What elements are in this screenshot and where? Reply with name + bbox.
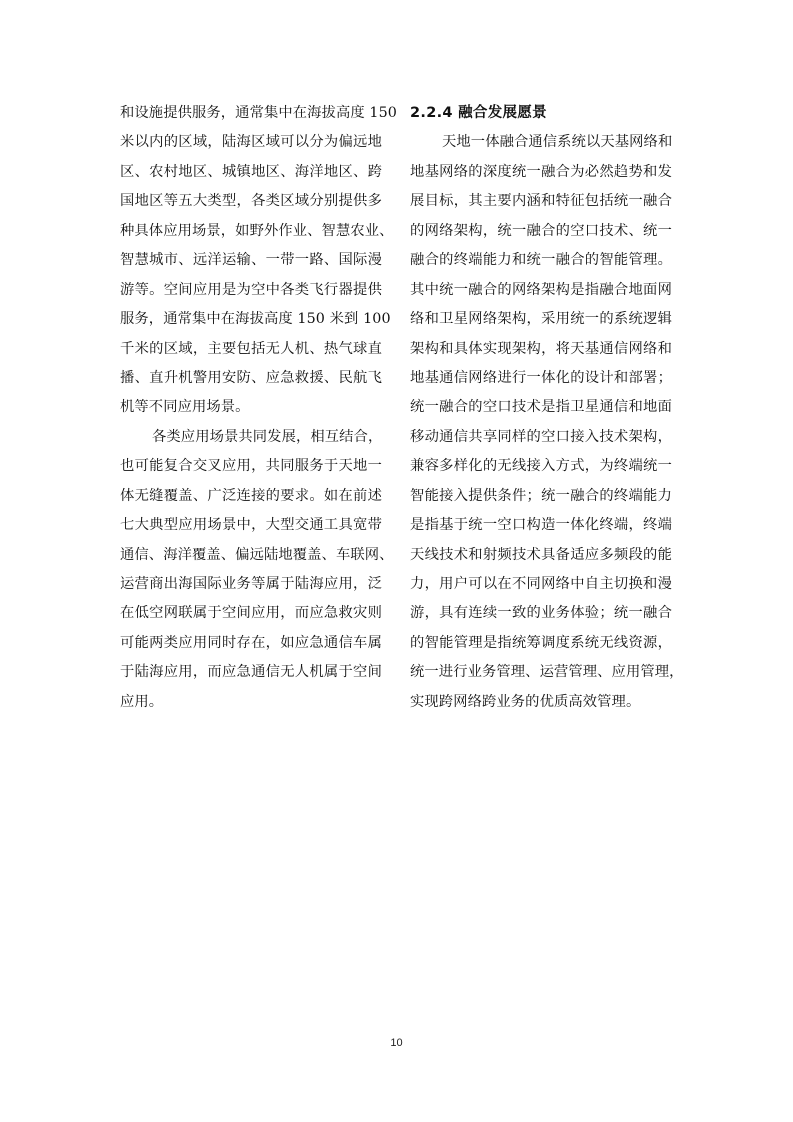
text-line: 的网络架构，统一融合的空口技术、统一: [410, 222, 672, 239]
text-line: 运营商出海国际业务等属于陆海应用，泛: [120, 576, 382, 592]
paragraph-fusion-vision: [410, 128, 684, 717]
text-line: 通信、海洋覆盖、偏远陆地覆盖、车联网、: [120, 546, 394, 563]
page-number: 10: [390, 1037, 403, 1049]
text-line: 力，用户可以在不同网络中自主切换和漫: [410, 576, 672, 592]
section-heading: 2.2.4 融合发展愿景: [410, 105, 547, 121]
text-line: 服务，通常集中在海拔高度 150 米到 100: [120, 311, 391, 328]
text-line: 在低空网联属于空间应用，而应急救灾则: [120, 605, 382, 622]
text-line: 天地一体融合通信系统以天基网络和: [442, 134, 673, 151]
text-line: 米以内的区域，陆海区域可以分为偏远地: [120, 134, 382, 151]
text-line: 统一融合的空口技术是指卫星通信和地面: [410, 399, 672, 416]
text-line: 游，具有连续一致的业务体验；统一融合: [410, 605, 672, 622]
text-line: 实现跨网络跨业务的优质高效管理。: [410, 693, 641, 710]
text-line: 播、直升机警用安防、应急救援、民航飞: [120, 369, 382, 386]
text-line: 和设施提供服务，通常集中在海拔高度 150: [120, 105, 397, 121]
right-column: [410, 99, 684, 717]
text-line: 展目标，其主要内涵和特征包括统一融合: [410, 193, 672, 210]
text-line: 于陆海应用，而应急通信无人机属于空间: [120, 664, 382, 681]
text-line: 统一进行业务管理、运营管理、应用管理，: [410, 664, 684, 681]
text-line: 国地区等五大类型，各类区域分别提供多: [120, 193, 382, 210]
text-line: 天线技术和射频技术具备适应多频段的能: [410, 546, 672, 563]
text-line: 是指基于统一空口构造一体化终端，终端: [410, 517, 672, 534]
text-line: 游等。空间应用是为空中各类飞行器提供: [120, 281, 382, 298]
text-line: 架构和具体实现架构，将天基通信网络和: [410, 340, 672, 357]
text-line: 各类应用场景共同发展，相互结合，: [152, 428, 383, 445]
text-line: 智慧城市、远洋运输、一带一路、国际漫: [120, 252, 382, 269]
text-line: 的智能管理是指统筹调度系统无线资源，: [410, 634, 672, 651]
text-line: 移动通信共享同样的空口接入技术架构，: [410, 428, 672, 445]
text-line: 地基网络的深度统一融合为必然趋势和发: [410, 163, 672, 180]
text-line: 其中统一融合的网络架构是指融合地面网: [410, 281, 672, 298]
text-line: 可能两类应用同时存在，如应急通信车属: [120, 634, 382, 651]
text-line: 兼容多样化的无线接入方式，为终端统一: [410, 458, 672, 475]
text-line: 应用。: [120, 693, 164, 710]
text-line: 智能接入提供条件；统一融合的终端能力: [410, 487, 672, 504]
text-line: 络和卫星网络架构，采用统一的系统逻辑: [410, 311, 672, 328]
text-line: 千米的区域，主要包括无人机、热气球直: [120, 340, 382, 357]
text-line: 也可能复合交叉应用，共同服务于天地一: [120, 458, 382, 475]
text-line: 机等不同应用场景。: [120, 399, 250, 416]
text-line: 七大典型应用场景中，大型交通工具宽带: [120, 517, 382, 534]
text-line: 融合的终端能力和统一融合的智能管理。: [410, 252, 672, 269]
left-column: [120, 99, 397, 717]
text-line: 区、农村地区、城镇地区、海洋地区、跨: [120, 163, 382, 180]
text-line: 种具体应用场景，如野外作业、智慧农业、: [120, 222, 394, 239]
paragraph-combined-applications: [120, 423, 394, 717]
text-line: 地基通信网络进行一体化的设计和部署；: [410, 369, 672, 386]
text-line: 体无缝覆盖、广泛连接的要求。如在前述: [120, 487, 382, 504]
paragraph-application-scenarios: [120, 99, 397, 423]
